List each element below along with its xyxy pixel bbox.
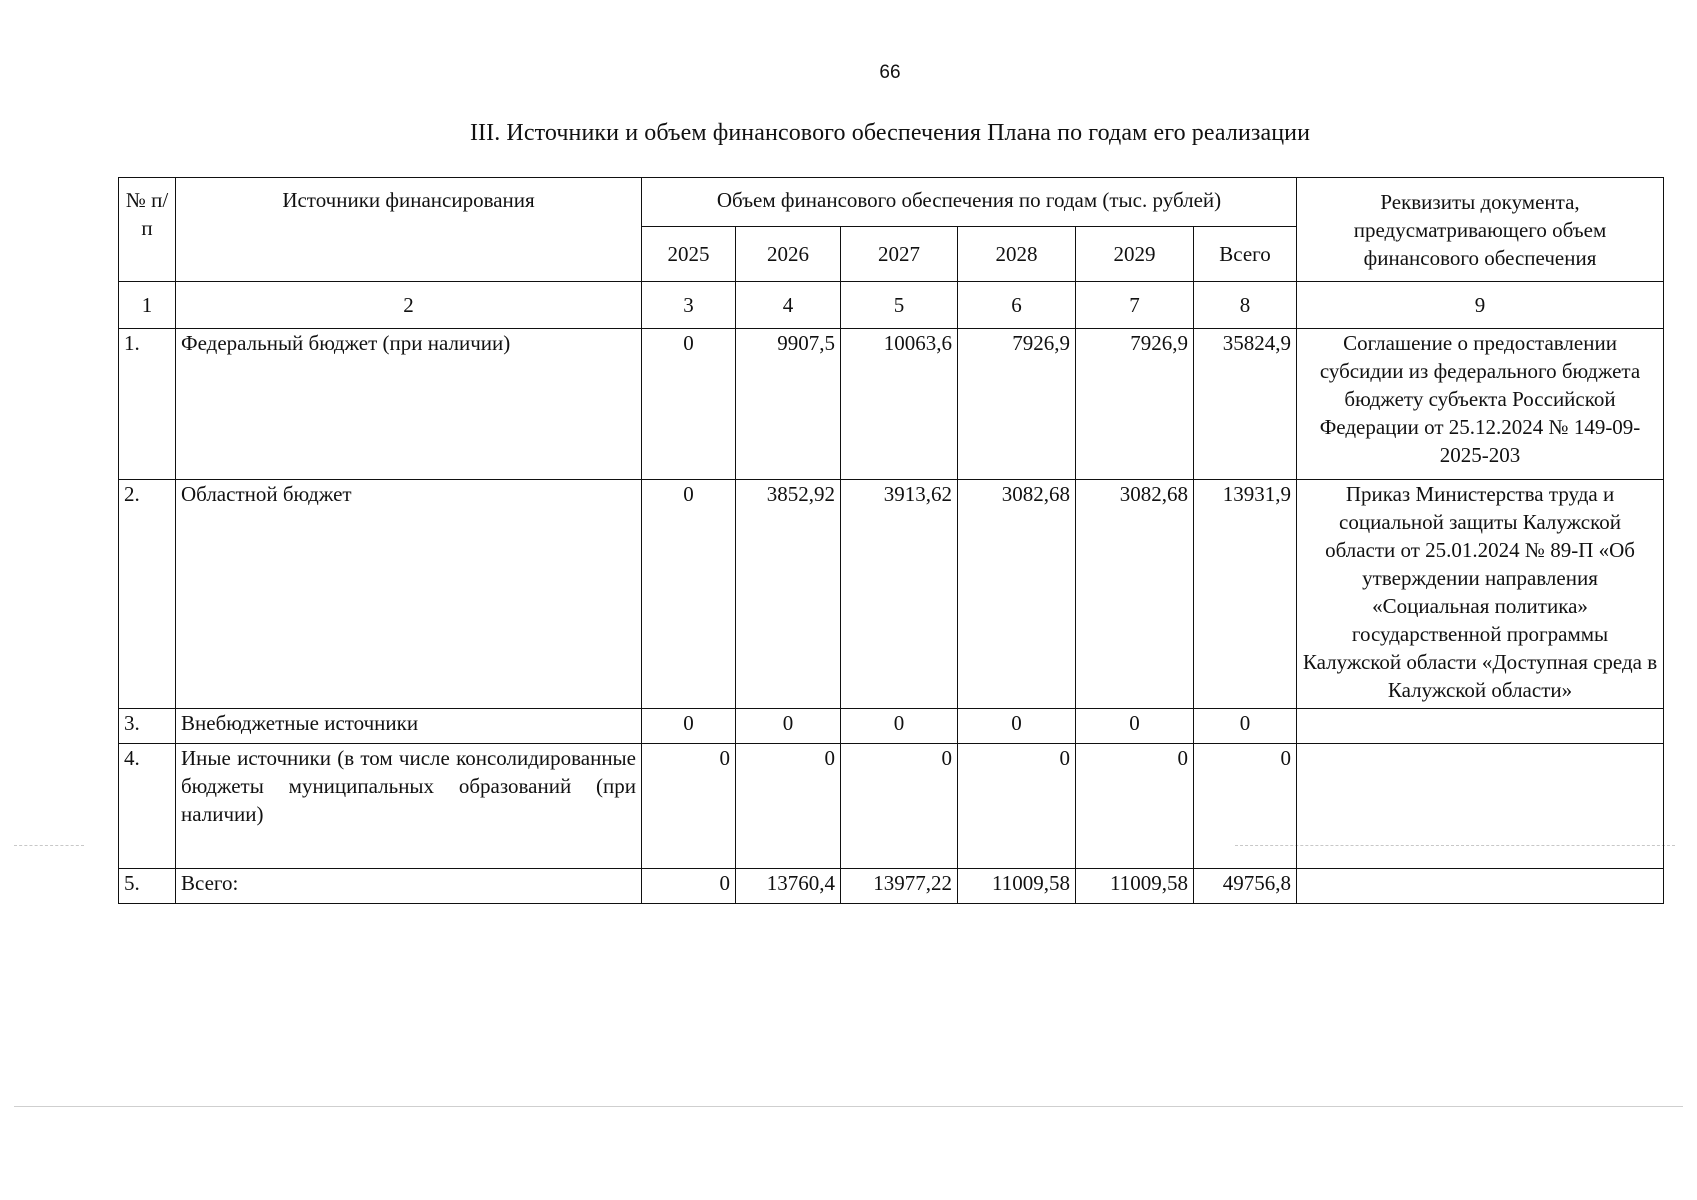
row-value: 13977,22	[841, 869, 958, 904]
row-value: 3852,92	[736, 480, 841, 709]
row-value: 3913,62	[841, 480, 958, 709]
row-total: 0	[1194, 744, 1297, 869]
row-value: 0	[841, 709, 958, 744]
row-value: 0	[642, 709, 736, 744]
row-source: Всего:	[176, 869, 642, 904]
row-value: 0	[642, 480, 736, 709]
row-source: Внебюджетные источники	[176, 709, 642, 744]
column-number: 4	[736, 282, 841, 329]
column-number-row	[119, 282, 1664, 329]
header-year: 2025	[642, 227, 736, 282]
table-row	[119, 329, 1664, 480]
header-row-top	[119, 178, 1664, 227]
scan-dashed-line-left	[14, 845, 84, 846]
row-value: 0	[736, 709, 841, 744]
row-value: 0	[642, 744, 736, 869]
table-row	[119, 480, 1664, 709]
row-document: Приказ Министерства труда и социальной защиты Калужской области от 25.01.2024 № 89-П «Об утверждении направления «Социальная политика» государственной программы Калужской области «Доступная среда в Калужской области»	[1297, 480, 1664, 709]
table-row-total	[119, 869, 1664, 904]
column-number: 7	[1076, 282, 1194, 329]
row-document	[1297, 869, 1664, 904]
row-total: 49756,8	[1194, 869, 1297, 904]
row-source: Областной бюджет	[176, 480, 642, 709]
row-value: 3082,68	[958, 480, 1076, 709]
row-source: Федеральный бюджет (при наличии)	[176, 329, 642, 480]
row-value: 7926,9	[958, 329, 1076, 480]
row-document	[1297, 744, 1664, 869]
header-year: 2026	[736, 227, 841, 282]
header-source: Источники финансирования	[176, 178, 642, 282]
header-total: Всего	[1194, 227, 1297, 282]
row-source: Иные источники (в том числе консолидированные бюджеты муниципальных образований (при наличии)	[176, 744, 642, 869]
row-number: 1.	[119, 329, 176, 480]
section-title: III. Источники и объем финансового обеспечения Плана по годам его реализации	[469, 120, 1311, 146]
row-total: 35824,9	[1194, 329, 1297, 480]
column-number: 2	[176, 282, 642, 329]
column-number: 9	[1297, 282, 1664, 329]
row-value: 10063,6	[841, 329, 958, 480]
row-document: Соглашение о предоставлении субсидии из федерального бюджета бюджету субъекта Российской Федерации от 25.12.2024 № 149-09-2025-203	[1297, 329, 1664, 480]
header-volume: Объем финансового обеспечения по годам (тыс. рублей)	[642, 178, 1297, 227]
column-number: 1	[119, 282, 176, 329]
row-value: 0	[736, 744, 841, 869]
row-number: 4.	[119, 744, 176, 869]
column-number: 6	[958, 282, 1076, 329]
row-total: 13931,9	[1194, 480, 1297, 709]
column-number: 8	[1194, 282, 1297, 329]
row-value: 7926,9	[1076, 329, 1194, 480]
row-number: 5.	[119, 869, 176, 904]
row-value: 9907,5	[736, 329, 841, 480]
row-number: 3.	[119, 709, 176, 744]
row-value: 0	[841, 744, 958, 869]
row-value: 0	[958, 744, 1076, 869]
row-number: 2.	[119, 480, 176, 709]
row-value: 11009,58	[1076, 869, 1194, 904]
row-value: 0	[642, 329, 736, 480]
column-number: 3	[642, 282, 736, 329]
row-value: 0	[1076, 744, 1194, 869]
header-num: № п/п	[119, 178, 176, 282]
row-total: 0	[1194, 709, 1297, 744]
table-row	[119, 744, 1664, 869]
row-document	[1297, 709, 1664, 744]
row-value: 11009,58	[958, 869, 1076, 904]
page-number: 66	[879, 62, 901, 83]
header-year: 2029	[1076, 227, 1194, 282]
row-value: 0	[958, 709, 1076, 744]
row-value: 0	[1076, 709, 1194, 744]
financing-table	[118, 177, 1664, 904]
column-number: 5	[841, 282, 958, 329]
header-year: 2027	[841, 227, 958, 282]
row-value: 0	[642, 869, 736, 904]
row-value: 3082,68	[1076, 480, 1194, 709]
row-value: 13760,4	[736, 869, 841, 904]
header-requisites: Реквизиты документа, предусматривающего объем финансового обеспечения	[1297, 178, 1664, 282]
table-row	[119, 709, 1664, 744]
page-bottom-rule	[14, 1106, 1683, 1107]
header-year: 2028	[958, 227, 1076, 282]
